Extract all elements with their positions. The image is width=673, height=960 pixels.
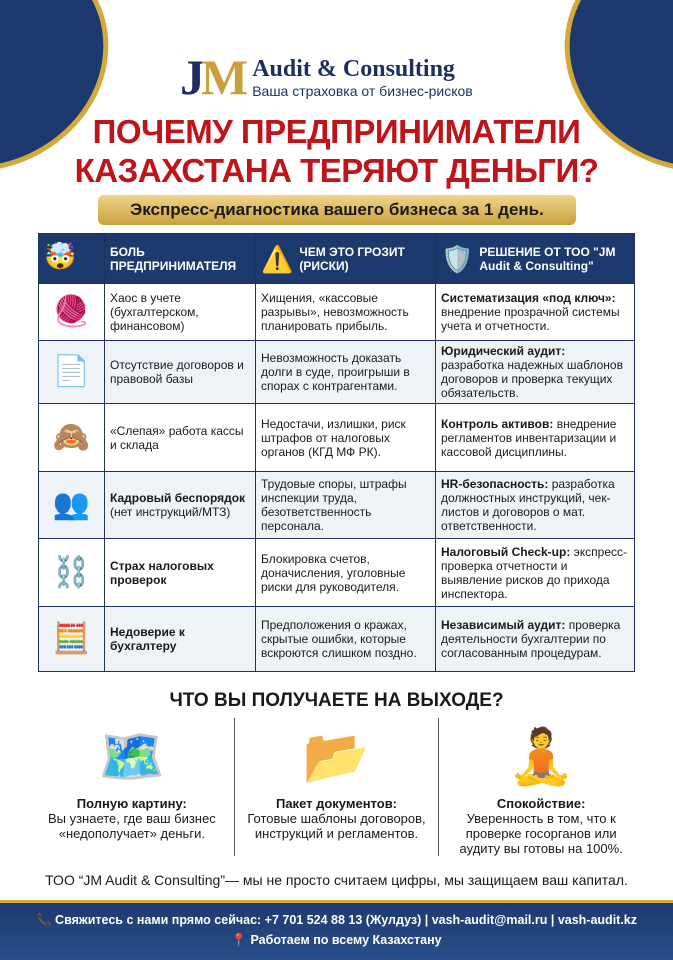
- risk-cell: Предположения о кражах, скрытые ошибки, которые вскроются слишком поздно.: [256, 607, 436, 672]
- solution-cell: Независимый аудит: проверка деятельности бухгалтерии по согласованным процедурам.: [436, 607, 635, 672]
- solution-cell: HR-безопасность: разработка должностных инструкций, чек-листов и договоров о мат. ответственности.: [436, 472, 635, 539]
- warning-icon: ⚠️: [261, 243, 294, 274]
- pain-cell: Отсутствие договоров и правовой базы: [105, 341, 256, 404]
- benefits-title: ЧТО ВЫ ПОЛУЧАЕТЕ НА ВЫХОДЕ?: [169, 690, 504, 711]
- table-row: [39, 284, 635, 341]
- document-folder-icon: 📂: [302, 727, 371, 787]
- brand-logo: [180, 48, 473, 106]
- solution-cell: Контроль активов: внедрение регламентов инвентаризации и кассовой дисциплины.: [436, 404, 635, 472]
- title-line-1: ПОЧЕМУ ПРЕДПРИНИМАТЕЛИ: [92, 113, 581, 150]
- head-question-icon: 🤯: [39, 234, 105, 284]
- brand-slogan: Ваша страховка от бизнес-рисков: [252, 82, 473, 99]
- pain-cell: Хаос в учете (бухгалтерском, финансовом): [105, 284, 256, 341]
- risk-cell: Недостачи, излишки, риск штрафов от налоговых органов (КГД МФ РК).: [256, 404, 436, 472]
- pain-cell: Кадровый беспорядок (нет инструкций/МТЗ): [105, 472, 256, 539]
- location-pin-icon: 📍: [231, 933, 247, 947]
- torn-document-icon: 📄: [39, 341, 105, 404]
- table-header: [39, 234, 635, 284]
- contact-line[interactable]: 📞 Свяжитесь с нами прямо сейчас: +7 701 524 88 13 (Жулдуз) | vash-audit@mail.ru | vash-audit.kz: [35, 913, 638, 927]
- page-title: [0, 112, 673, 190]
- risk-cell: Невозможность доказать долги в суде, проигрыши в спорах с контрагентами.: [256, 341, 436, 404]
- table-row: [39, 607, 635, 672]
- benefits: [30, 718, 643, 856]
- header-solution: 🛡️ РЕШЕНИЕ ОТ ТОО "JM Audit & Consulting": [436, 234, 635, 284]
- risk-table: [38, 233, 635, 672]
- risk-cell: Блокировка счетов, доначисления, уголовные риски для руководителя.: [256, 539, 436, 607]
- header-pain: БОЛЬ ПРЕДПРИНИМАТЕЛЯ: [105, 234, 256, 284]
- phone-icon: 📞: [35, 913, 52, 927]
- brand-name: Audit & Consulting: [252, 55, 455, 82]
- risk-cell: Хищения, «кассовые разрывы», невозможность планировать прибыль.: [256, 284, 436, 341]
- table-row: [39, 404, 635, 472]
- benefit-item: 📂 Пакет документов: Готовые шаблоны договоров, инструкций и регламентов.: [234, 718, 439, 856]
- subtitle-badge: Экспресс-диагностика вашего бизнеса за 1 день.: [98, 195, 576, 225]
- yarn-ball-icon: 🧶: [39, 284, 105, 341]
- map-magnifier-icon: 🗺️: [98, 727, 166, 787]
- benefit-item: 🧘 Спокойствие: Уверенность в том, что к проверке госорганов или аудиту вы готовы на 100%.: [438, 718, 643, 856]
- table-row: [39, 341, 635, 404]
- covered-eyes-icon: 🙈: [39, 404, 105, 472]
- header-risk: ⚠️ ЧЕМ ЭТО ГРОЗИТ (РИСКИ): [256, 234, 436, 284]
- solution-cell: Систематизация «под ключ»: внедрение прозрачной системы учета и отчетности.: [436, 284, 635, 341]
- risk-cell: Трудовые споры, штрафы инспекции труда, безответственность персонала.: [256, 472, 436, 539]
- region-line: 📍 Работаем по всему Казахстану: [231, 933, 442, 947]
- benefit-item: 🗺️ Полную картину: Вы узнаете, где ваш бизнес «недополучает» деньги.: [30, 718, 234, 856]
- team-chaos-icon: 👥: [39, 472, 105, 539]
- table-row: [39, 539, 635, 607]
- solution-cell: Юридический аудит: разработка надежных шаблонов договоров и проверка текущих обязательств.: [436, 341, 635, 404]
- logo-mark: JM: [180, 49, 245, 105]
- pain-cell: Страх налоговых проверок: [105, 539, 256, 607]
- solution-cell: Налоговый Check-up: экспресс-проверка отчетности и выявление рисков до прихода инспектора.: [436, 539, 635, 607]
- jail-handcuffs-icon: ⛓️: [39, 539, 105, 607]
- calculator-question-icon: 🧮: [39, 607, 105, 672]
- table-row: [39, 472, 635, 539]
- pain-cell: «Слепая» работа кассы и склада: [105, 404, 256, 472]
- shield-check-icon: 🛡️: [441, 243, 474, 274]
- relaxed-person-icon: 🧘: [507, 727, 575, 787]
- footer: [0, 900, 673, 960]
- tagline: ТОО “JM Audit & Consulting”— мы не просто считаем цифры, мы защищаем ваш капитал.: [45, 872, 628, 888]
- title-line-2: КАЗАХСТАНА ТЕРЯЮТ ДЕНЬГИ?: [74, 152, 599, 189]
- pain-cell: Недоверие к бухгалтеру: [105, 607, 256, 672]
